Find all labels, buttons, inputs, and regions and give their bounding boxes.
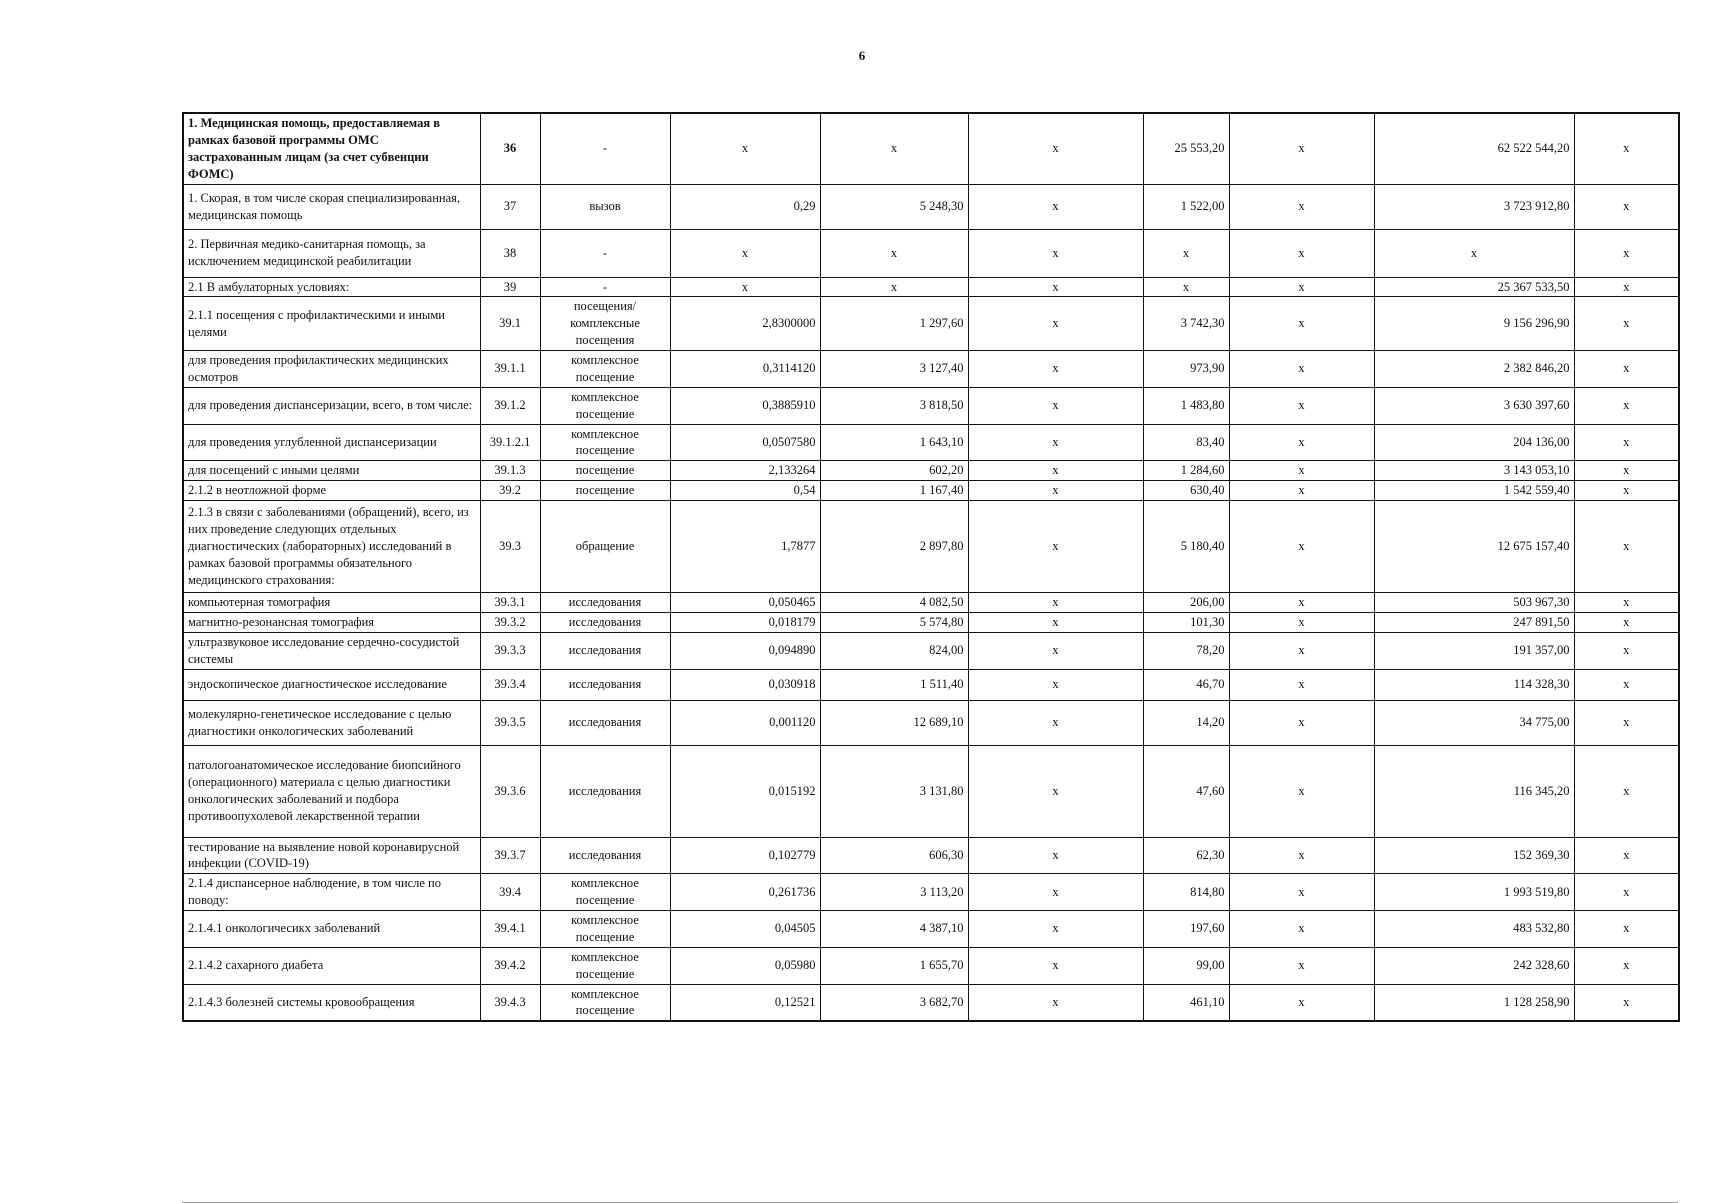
table-row (183, 593, 1679, 613)
row-name: для проведения углубленной диспансеризации (183, 424, 480, 461)
row-norm-volume: 0,54 (670, 481, 820, 501)
row-total-oms: 25 367 533,50 (1374, 277, 1574, 297)
row-total-oms: 152 369,30 (1374, 837, 1574, 874)
row-percent: х (1574, 632, 1679, 669)
row-number: 39.3.7 (480, 837, 540, 874)
row-per-capita-budget: х (968, 461, 1143, 481)
row-percent: х (1574, 501, 1679, 593)
page-number: 6 (858, 48, 866, 63)
row-total-oms: 62 522 544,20 (1374, 113, 1574, 184)
row-number: 39.1.3 (480, 461, 540, 481)
row-unit: посещения/комплексные посещения (540, 297, 670, 351)
row-per-capita-budget: х (968, 632, 1143, 669)
row-percent: х (1574, 745, 1679, 837)
row-per-capita-budget: х (968, 837, 1143, 874)
row-norm-cost: х (820, 113, 968, 184)
row-unit: комплексное посещение (540, 874, 670, 911)
row-unit: комплексное посещение (540, 947, 670, 984)
table-row (183, 612, 1679, 632)
row-per-capita-budget: х (968, 874, 1143, 911)
row-per-capita-oms: 101,30 (1143, 612, 1229, 632)
row-norm-volume: 0,261736 (670, 874, 820, 911)
row-unit: исследования (540, 837, 670, 874)
row-total-budget: х (1229, 911, 1374, 948)
row-norm-volume: 2,8300000 (670, 297, 820, 351)
row-total-oms: 503 967,30 (1374, 593, 1574, 613)
row-per-capita-budget: х (968, 745, 1143, 837)
row-total-oms: 116 345,20 (1374, 745, 1574, 837)
row-unit: посещение (540, 481, 670, 501)
row-norm-volume: 0,12521 (670, 984, 820, 1021)
row-per-capita-oms: 25 553,20 (1143, 113, 1229, 184)
row-unit: вызов (540, 184, 670, 229)
row-norm-volume: 0,102779 (670, 837, 820, 874)
row-per-capita-oms: 3 742,30 (1143, 297, 1229, 351)
row-number: 39.2 (480, 481, 540, 501)
row-per-capita-oms: 814,80 (1143, 874, 1229, 911)
row-unit: комплексное посещение (540, 387, 670, 424)
row-per-capita-budget: х (968, 387, 1143, 424)
table-row (183, 229, 1679, 277)
row-percent: х (1574, 184, 1679, 229)
row-unit: исследования (540, 593, 670, 613)
row-unit: - (540, 277, 670, 297)
row-total-budget: х (1229, 745, 1374, 837)
row-total-budget: х (1229, 700, 1374, 745)
row-number: 39.3 (480, 501, 540, 593)
row-total-oms: 191 357,00 (1374, 632, 1574, 669)
row-total-budget: х (1229, 947, 1374, 984)
row-percent: х (1574, 351, 1679, 388)
row-per-capita-budget: х (968, 229, 1143, 277)
row-per-capita-budget: х (968, 113, 1143, 184)
table-row (183, 501, 1679, 593)
table-row (183, 424, 1679, 461)
row-total-oms: 1 993 519,80 (1374, 874, 1574, 911)
row-number: 38 (480, 229, 540, 277)
table-row (183, 351, 1679, 388)
row-total-oms: 3 723 912,80 (1374, 184, 1574, 229)
row-name: ультразвуковое исследование сердечно-сосудистой системы (183, 632, 480, 669)
row-unit: исследования (540, 632, 670, 669)
row-total-oms: 1 128 258,90 (1374, 984, 1574, 1021)
row-percent: х (1574, 277, 1679, 297)
table-row (183, 669, 1679, 700)
financing-table (182, 112, 1680, 1022)
row-total-budget: х (1229, 481, 1374, 501)
row-per-capita-budget: х (968, 911, 1143, 948)
row-norm-cost: 3 131,80 (820, 745, 968, 837)
row-per-capita-budget: х (968, 700, 1143, 745)
row-norm-volume: 0,018179 (670, 612, 820, 632)
row-total-budget: х (1229, 984, 1374, 1021)
row-total-budget: х (1229, 229, 1374, 277)
row-norm-cost: 1 643,10 (820, 424, 968, 461)
row-per-capita-budget: х (968, 669, 1143, 700)
row-percent: х (1574, 612, 1679, 632)
table-row (183, 745, 1679, 837)
row-name: магнитно-резонансная томография (183, 612, 480, 632)
row-total-oms: 204 136,00 (1374, 424, 1574, 461)
row-name: 1. Медицинская помощь, предоставляемая в рамках базовой программы ОМС застрахованным лицам (за счет субвенции ФОМС) (183, 113, 480, 184)
row-per-capita-oms: 83,40 (1143, 424, 1229, 461)
row-norm-cost: 3 113,20 (820, 874, 968, 911)
row-number: 39.3.6 (480, 745, 540, 837)
row-norm-volume: 0,29 (670, 184, 820, 229)
row-total-budget: х (1229, 669, 1374, 700)
row-per-capita-budget: х (968, 297, 1143, 351)
row-unit: исследования (540, 700, 670, 745)
row-total-budget: х (1229, 612, 1374, 632)
table-row (183, 700, 1679, 745)
row-per-capita-oms: 206,00 (1143, 593, 1229, 613)
row-norm-cost: 1 511,40 (820, 669, 968, 700)
row-total-budget: х (1229, 424, 1374, 461)
table-row (183, 297, 1679, 351)
row-per-capita-budget: х (968, 481, 1143, 501)
row-name: 2.1.4.1 онкологичесикх заболеваний (183, 911, 480, 948)
row-name: патологоанатомическое исследование биопсийного (операционного) материала с целью диагностики онкологических заболеваний и подбора противоопухолевой лекарственной терапии (183, 745, 480, 837)
row-total-oms: 9 156 296,90 (1374, 297, 1574, 351)
row-per-capita-budget: х (968, 593, 1143, 613)
table-row (183, 874, 1679, 911)
row-norm-volume: 0,3885910 (670, 387, 820, 424)
row-per-capita-oms: 14,20 (1143, 700, 1229, 745)
row-number: 39.1 (480, 297, 540, 351)
row-total-oms: 247 891,50 (1374, 612, 1574, 632)
row-percent: х (1574, 113, 1679, 184)
row-name: молекулярно-генетическое исследование с целью диагностики онкологических заболеваний (183, 700, 480, 745)
row-number: 39.4.3 (480, 984, 540, 1021)
row-name: 2.1.4.3 болезней системы кровообращения (183, 984, 480, 1021)
table-row (183, 911, 1679, 948)
row-name: 2.1.4 диспансерное наблюдение, в том числе по поводу: (183, 874, 480, 911)
row-norm-cost: 4 082,50 (820, 593, 968, 613)
row-number: 39.3.5 (480, 700, 540, 745)
row-per-capita-oms: 1 284,60 (1143, 461, 1229, 481)
row-percent: х (1574, 947, 1679, 984)
row-name: эндоскопическое диагностическое исследование (183, 669, 480, 700)
row-unit: обращение (540, 501, 670, 593)
row-number: 39.3.3 (480, 632, 540, 669)
row-per-capita-oms: 5 180,40 (1143, 501, 1229, 593)
row-total-oms: 34 775,00 (1374, 700, 1574, 745)
row-per-capita-oms: 1 522,00 (1143, 184, 1229, 229)
row-name: 2.1.3 в связи с заболеваниями (обращений), всего, из них проведение следующих отдельных диагностических (лабораторных) исследований в рамках базовой программы обязательного медицинского страхования: (183, 501, 480, 593)
row-number: 37 (480, 184, 540, 229)
table-body (183, 113, 1679, 1021)
row-per-capita-oms: 197,60 (1143, 911, 1229, 948)
row-percent: х (1574, 669, 1679, 700)
row-per-capita-oms: х (1143, 229, 1229, 277)
row-total-oms: 242 328,60 (1374, 947, 1574, 984)
row-name: 2.1.1 посещения с профилактическими и иными целями (183, 297, 480, 351)
row-name: 1. Скорая, в том числе скорая специализированная, медицинская помощь (183, 184, 480, 229)
row-norm-cost: 12 689,10 (820, 700, 968, 745)
row-norm-cost: х (820, 277, 968, 297)
row-unit: - (540, 229, 670, 277)
row-percent: х (1574, 837, 1679, 874)
row-name: тестирование на выявление новой коронавирусной инфекции (COVID-19) (183, 837, 480, 874)
row-unit: комплексное посещение (540, 424, 670, 461)
row-per-capita-oms: х (1143, 277, 1229, 297)
row-norm-volume: 0,0507580 (670, 424, 820, 461)
row-percent: х (1574, 700, 1679, 745)
row-norm-cost: 606,30 (820, 837, 968, 874)
row-total-oms: 2 382 846,20 (1374, 351, 1574, 388)
row-total-budget: х (1229, 277, 1374, 297)
row-total-oms: 114 328,30 (1374, 669, 1574, 700)
row-percent: х (1574, 297, 1679, 351)
row-per-capita-budget: х (968, 424, 1143, 461)
row-norm-cost: х (820, 229, 968, 277)
table-row (183, 113, 1679, 184)
table-row (183, 481, 1679, 501)
row-norm-cost: 824,00 (820, 632, 968, 669)
row-norm-cost: 5 248,30 (820, 184, 968, 229)
row-unit: комплексное посещение (540, 351, 670, 388)
row-norm-cost: 2 897,80 (820, 501, 968, 593)
row-unit: исследования (540, 669, 670, 700)
row-total-budget: х (1229, 837, 1374, 874)
row-name: 2.1.2 в неотложной форме (183, 481, 480, 501)
row-total-budget: х (1229, 184, 1374, 229)
table-row (183, 837, 1679, 874)
row-name: 2. Первичная медико-санитарная помощь, за исключением медицинской реабилитации (183, 229, 480, 277)
row-total-oms: 12 675 157,40 (1374, 501, 1574, 593)
row-per-capita-budget: х (968, 184, 1143, 229)
row-number: 39 (480, 277, 540, 297)
table-row (183, 461, 1679, 481)
row-norm-volume: х (670, 277, 820, 297)
row-name: для проведения диспансеризации, всего, в том числе: (183, 387, 480, 424)
row-norm-cost: 1 655,70 (820, 947, 968, 984)
row-norm-volume: 0,05980 (670, 947, 820, 984)
row-name: 2.1 В амбулаторных условиях: (183, 277, 480, 297)
row-norm-volume: 1,7877 (670, 501, 820, 593)
row-per-capita-budget: х (968, 501, 1143, 593)
row-percent: х (1574, 387, 1679, 424)
row-percent: х (1574, 593, 1679, 613)
row-total-budget: х (1229, 387, 1374, 424)
row-norm-cost: 5 574,80 (820, 612, 968, 632)
row-per-capita-budget: х (968, 612, 1143, 632)
row-total-budget: х (1229, 297, 1374, 351)
row-per-capita-oms: 1 483,80 (1143, 387, 1229, 424)
table-row (183, 632, 1679, 669)
row-percent: х (1574, 874, 1679, 911)
row-per-capita-oms: 461,10 (1143, 984, 1229, 1021)
row-per-capita-oms: 99,00 (1143, 947, 1229, 984)
row-number: 39.1.2 (480, 387, 540, 424)
row-number: 39.4 (480, 874, 540, 911)
row-per-capita-oms: 78,20 (1143, 632, 1229, 669)
row-total-budget: х (1229, 593, 1374, 613)
row-total-budget: х (1229, 501, 1374, 593)
row-percent: х (1574, 911, 1679, 948)
row-norm-volume: 0,030918 (670, 669, 820, 700)
row-norm-cost: 3 127,40 (820, 351, 968, 388)
row-norm-cost: 3 682,70 (820, 984, 968, 1021)
row-name: для посещений с иными целями (183, 461, 480, 481)
row-total-oms: 1 542 559,40 (1374, 481, 1574, 501)
row-number: 39.1.2.1 (480, 424, 540, 461)
row-number: 39.3.2 (480, 612, 540, 632)
row-total-oms: 3 143 053,10 (1374, 461, 1574, 481)
row-per-capita-budget: х (968, 277, 1143, 297)
row-name: 2.1.4.2 сахарного диабета (183, 947, 480, 984)
row-name: для проведения профилактических медицинских осмотров (183, 351, 480, 388)
row-number: 36 (480, 113, 540, 184)
row-norm-cost: 4 387,10 (820, 911, 968, 948)
row-norm-cost: 1 167,40 (820, 481, 968, 501)
row-norm-cost: 1 297,60 (820, 297, 968, 351)
row-per-capita-budget: х (968, 351, 1143, 388)
row-norm-volume: 0,015192 (670, 745, 820, 837)
row-norm-volume: 0,3114120 (670, 351, 820, 388)
row-number: 39.3.4 (480, 669, 540, 700)
row-unit: посещение (540, 461, 670, 481)
row-percent: х (1574, 424, 1679, 461)
row-norm-volume: 0,050465 (670, 593, 820, 613)
row-norm-volume: 0,04505 (670, 911, 820, 948)
row-total-budget: х (1229, 113, 1374, 184)
table-row (183, 184, 1679, 229)
row-per-capita-budget: х (968, 984, 1143, 1021)
row-total-budget: х (1229, 874, 1374, 911)
row-percent: х (1574, 481, 1679, 501)
row-norm-volume: 0,094890 (670, 632, 820, 669)
row-per-capita-budget: х (968, 947, 1143, 984)
row-unit: комплексное посещение (540, 984, 670, 1021)
row-unit: - (540, 113, 670, 184)
row-number: 39.1.1 (480, 351, 540, 388)
row-total-budget: х (1229, 632, 1374, 669)
row-number: 39.4.1 (480, 911, 540, 948)
row-per-capita-oms: 47,60 (1143, 745, 1229, 837)
row-number: 39.3.1 (480, 593, 540, 613)
row-norm-volume: х (670, 229, 820, 277)
row-total-oms: х (1374, 229, 1574, 277)
table-row (183, 984, 1679, 1021)
row-per-capita-oms: 62,30 (1143, 837, 1229, 874)
row-norm-volume: 2,133264 (670, 461, 820, 481)
row-name: компьютерная томография (183, 593, 480, 613)
row-per-capita-oms: 46,70 (1143, 669, 1229, 700)
row-unit: комплексное посещение (540, 911, 670, 948)
row-per-capita-oms: 630,40 (1143, 481, 1229, 501)
row-total-oms: 483 532,80 (1374, 911, 1574, 948)
table-row (183, 277, 1679, 297)
row-number: 39.4.2 (480, 947, 540, 984)
row-unit: исследования (540, 745, 670, 837)
row-total-budget: х (1229, 351, 1374, 388)
row-percent: х (1574, 229, 1679, 277)
row-total-budget: х (1229, 461, 1374, 481)
table-row (183, 387, 1679, 424)
row-norm-cost: 3 818,50 (820, 387, 968, 424)
row-per-capita-oms: 973,90 (1143, 351, 1229, 388)
row-percent: х (1574, 461, 1679, 481)
row-total-oms: 3 630 397,60 (1374, 387, 1574, 424)
row-norm-cost: 602,20 (820, 461, 968, 481)
row-norm-volume: х (670, 113, 820, 184)
table-row (183, 947, 1679, 984)
row-unit: исследования (540, 612, 670, 632)
row-norm-volume: 0,001120 (670, 700, 820, 745)
row-percent: х (1574, 984, 1679, 1021)
